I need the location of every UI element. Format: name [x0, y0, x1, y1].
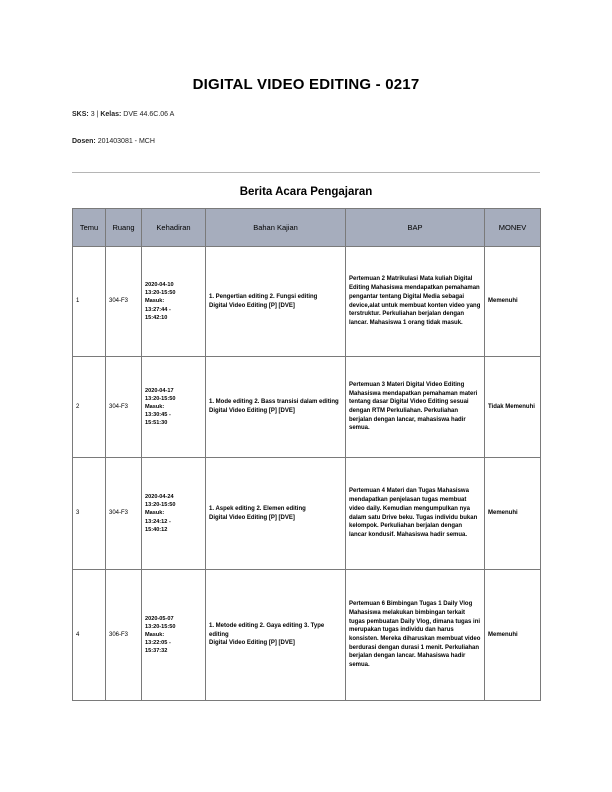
cell-monev: Memenuhi [485, 458, 541, 570]
cell-kehadiran [142, 570, 206, 701]
attendance-date: 2020-04-24 [145, 494, 174, 501]
attendance-in: 13:30:45 - [145, 412, 171, 419]
attendance-date: 2020-04-10 [145, 282, 174, 289]
table-row [73, 570, 541, 701]
sks-value: 3 [90, 111, 95, 118]
attendance-label: Masuk: [145, 298, 165, 305]
cell-ruang: 304-F3 [106, 458, 142, 570]
header-kehadiran: Kehadiran [142, 209, 206, 247]
header-monev: MONEV [485, 209, 541, 247]
attendance-out: 15:42:10 [145, 314, 168, 321]
attendance-label: Masuk: [145, 631, 165, 638]
cell-temu: 2 [73, 357, 106, 458]
cell-bahan-kajian: 1. Metode editing 2. Gaya editing 3. Type editing Digital Video Editing [P] [DVE] [206, 570, 346, 701]
sks-label: SKS: [72, 111, 89, 118]
attendance-label: Masuk: [145, 403, 165, 410]
header-ruang: Ruang [106, 209, 142, 247]
table-row [73, 458, 541, 570]
table-row [73, 357, 541, 458]
attendance-in: 13:22:05 - [145, 640, 171, 647]
cell-temu: 1 [73, 247, 106, 357]
cell-monev: Tidak Memenuhi [485, 357, 541, 458]
attendance-time: 13:20-15:50 [145, 290, 176, 297]
attendance-out: 15:40:12 [145, 526, 168, 533]
cell-kehadiran [142, 247, 206, 357]
cell-temu: 3 [73, 458, 106, 570]
cell-monev: Memenuhi [485, 570, 541, 701]
dosen-label: Dosen: [72, 138, 96, 145]
attendance-date: 2020-04-17 [145, 387, 174, 394]
table-header-row [73, 209, 541, 247]
cell-kehadiran [142, 357, 206, 458]
kelas-label: Kelas: [100, 111, 122, 118]
cell-temu: 4 [73, 570, 106, 701]
cell-bap: Pertemuan 6 Bimbingan Tugas 1 Daily Vlog Mahasiswa melakukan bimbingan terkait tugas pembuatan Daily Vlog, dimana tugas ini merupakan tugas individu dan harus konsisten. Mereka diharuskan membuat video berdurasi dengan durasi 1 menit. Perkuliahan berjalan dengan lancar. Mahasiswa hadir semua. [346, 570, 485, 701]
attendance-date: 2020-05-07 [145, 615, 174, 622]
attendance-out: 15:51:30 [145, 420, 168, 427]
cell-bahan-kajian: 1. Pengertian editing 2. Fungsi editing Digital Video Editing [P] [DVE] [206, 247, 346, 357]
dosen-value: 201403081 - MCH [97, 138, 155, 145]
meta-separator: | [96, 111, 99, 118]
header-bap: BAP [346, 209, 485, 247]
table-row [73, 247, 541, 357]
lecturer-meta [72, 138, 155, 145]
cell-ruang: 304-F3 [106, 247, 142, 357]
attendance-in: 13:27:44 - [145, 306, 171, 313]
attendance-in: 13:24:12 - [145, 518, 171, 525]
kelas-value: DVE 44.6C.06 A [123, 111, 175, 118]
page-title: DIGITAL VIDEO EDITING - 0217 [192, 76, 420, 93]
cell-bahan-kajian: 1. Aspek editing 2. Elemen editing Digital Video Editing [P] [DVE] [206, 458, 346, 570]
teaching-record-table [72, 208, 541, 701]
cell-bap: Pertemuan 4 Materi dan Tugas Mahasiswa mendapatkan penjelasan tugas membuat video daily. Kemudian mengumpulkan nya dalam satu Drive beku. Tugas individu bukan kelompok. Perkuliahan berjalan dengan lancar kondusif. Mahasiswa hadir semua. [346, 458, 485, 570]
attendance-out: 15:37:32 [145, 648, 168, 655]
section-title: Berita Acara Pengajaran [239, 186, 373, 198]
cell-ruang: 306-F3 [106, 570, 142, 701]
attendance-time: 13:20-15:50 [145, 502, 176, 509]
course-meta [72, 111, 174, 118]
attendance-label: Masuk: [145, 510, 165, 517]
attendance-time: 13:20-15:50 [145, 623, 176, 630]
divider [72, 172, 540, 173]
cell-kehadiran [142, 458, 206, 570]
cell-ruang: 304-F3 [106, 357, 142, 458]
header-temu: Temu [73, 209, 106, 247]
cell-bap: Pertemuan 2 Matrikulasi Mata kuliah Digital Editing Mahasiswa mendapatkan pemahaman pengantar tentang Digital Media sebagai device,alat untuk membuat konten video yang terstruktur. Perkuliahan berjalan dengan lancar. Mahasiswa 1 orang tidak masuk. [346, 247, 485, 357]
cell-monev: Memenuhi [485, 247, 541, 357]
attendance-time: 13:20-15:50 [145, 395, 176, 402]
cell-bahan-kajian: 1. Mode editing 2. Bass transisi dalam editing Digital Video Editing [P] [DVE] [206, 357, 346, 458]
header-bahan-kajian: Bahan Kajian [206, 209, 346, 247]
cell-bap: Pertemuan 3 Materi Digital Video Editing Mahasiswa mendapatkan pemahaman materi tentang dasar Digital Video Editing sesuai dengan RTM Perkuliahan. Perkuliahan berjalan dengan lancar, mahasiswa hadir semua. [346, 357, 485, 458]
